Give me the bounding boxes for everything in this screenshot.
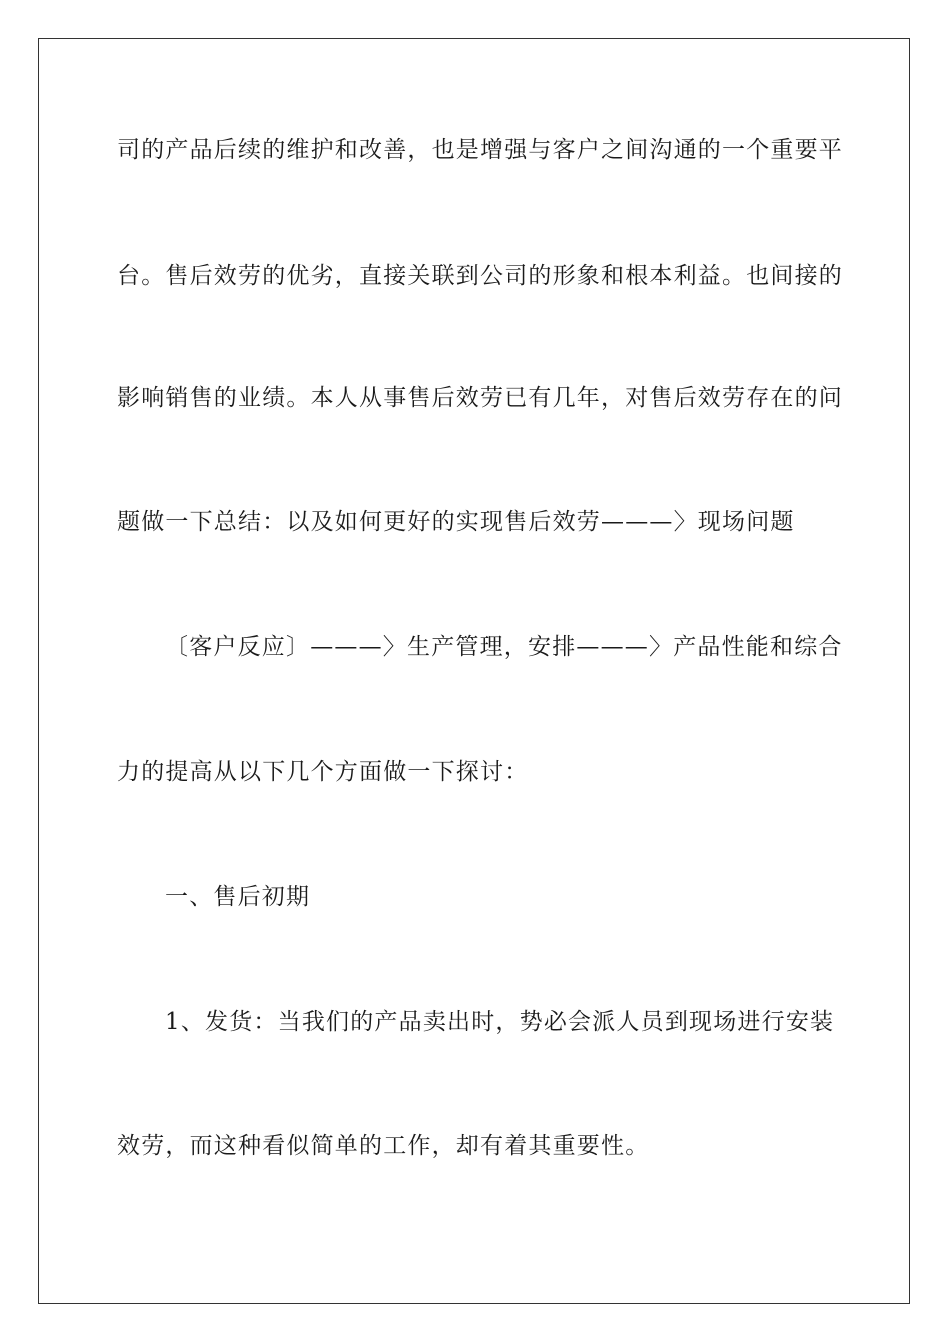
body-text-line-1: 司的产品后续的维护和改善，也是增强与客户之间沟通的一个重要平 (117, 137, 843, 163)
section-heading: 一、售后初期 (165, 884, 311, 910)
body-text-line-5: 〔客户反应〕———〉生产管理，安排———〉产品性能和综合 (165, 634, 843, 660)
list-item-1-line-1: 1、发货：当我们的产品卖出时，势必会派人员到现场进行安装 (165, 1009, 835, 1035)
page-border (38, 38, 910, 1304)
body-text-line-6: 力的提高从以下几个方面做一下探讨： (117, 759, 529, 785)
body-text-line-3: 影响销售的业绩。本人从事售后效劳已有几年，对售后效劳存在的问 (117, 385, 843, 411)
body-text-line-4: 题做一下总结：以及如何更好的实现售后效劳———〉现场问题 (117, 509, 795, 535)
body-text-line-2: 台。售后效劳的优劣，直接关联到公司的形象和根本利益。也间接的 (117, 263, 843, 289)
list-item-1-line-2: 效劳，而这种看似简单的工作，却有着其重要性。 (117, 1133, 650, 1159)
